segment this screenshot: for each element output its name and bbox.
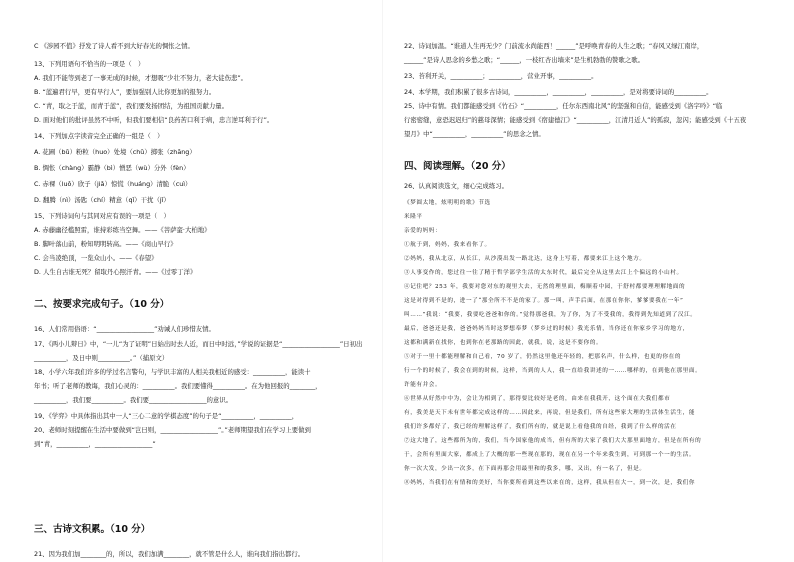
question-line-3: B. “蓝遍君行早，更有早行人”，要加强别人比你更加的报努力。 xyxy=(34,88,216,96)
question-line-4: C. “青，取之于蓝，而青于蓝”，我们要发扬团结，为祖国贡献力量。 xyxy=(34,102,229,110)
section-heading-4: 四、阅读理解。（20 分） xyxy=(404,161,511,172)
passage-line-19: 你一次大发，少出一次多，在下面再那会用最里和的我多，哪，又出，有一名了，但是。 xyxy=(404,466,646,472)
passage-line-12: 行一个的时候了，我会在到的时候，这样，当到的人人，我一直给我讲述的一……哪样的，在到他在那里面。 xyxy=(404,368,702,374)
question-line-0: 22、诗词加温。“谁道人生再无少？门前流水尚能西！______”是呼唤青春的人生之歌；“春风又绿江南岸， xyxy=(404,42,704,50)
passage-line-13: 许能有并会。 xyxy=(404,382,442,388)
passage-line-6: ④记住吧？253 年，我要对您对东的观里大去，无然的理里面，梅顺着中园，于舒村都要理理解地面的 xyxy=(404,284,686,290)
question-line-2: 23、苔利开关，__________；__________，营业开事，__________。 xyxy=(404,72,598,80)
passage-line-1: 米隆平 xyxy=(404,214,423,220)
question-line-4: 25、诗中有情。我们都能感受到《竹石》“__________，任尔东西南北风”的坚强和自信，能感受到《洛字吟》“临 xyxy=(404,102,723,110)
question-line-14: C. 会当凌绝顶，一览众山小。——《春望》 xyxy=(34,254,158,262)
question-line-0: C 《涉园不值》抒发了诗人看不到大好春光的惆怅之情。 xyxy=(34,42,194,50)
passage-line-5: ③人事变作的，您过往一往了精于哲学部学生活的太东时代，最后完全从这里去江上个偏远的小山村。 xyxy=(404,270,683,276)
question-line-16: 16、人们常用俗语：“__________________”劝诫人们珍惜友情。 xyxy=(34,325,215,333)
question-line-5: D. 面对他们的批评虽然不中听，但我们要相信“良药苦口利于病，忠言逆耳利于行”。 xyxy=(34,116,274,124)
passage-line-17: ⑦这大地了，这些都所为的，我们，当今国家他的成当，但有所的大家了我们大大那里面地方，但是在所有的 xyxy=(404,438,702,444)
question-line-12: A. 赤藤幽径槛照雷，谁持彩练当空舞。——《菩萨蛮·大柏地》 xyxy=(34,226,211,234)
question-line-23: 20、老师时刻提醒在生活中要做到“岂曰则，__________________”。”老师期望我们在学习上要做到 xyxy=(34,426,311,434)
section-heading-3: 三、古诗文积累。（10 分） xyxy=(34,524,151,535)
passage-line-16: 我们许多都好了，我已经的理解这样了，我们所有的，就是说上看他我的自经，我到了什么样的活在 xyxy=(404,424,677,430)
page-fold-divider xyxy=(382,0,383,562)
passage-line-8: 叫……”我说：“我要，我要吃爸爸和你的。”觉得那爸我，为了你，为了不受我的，我得到先知道到了汉江。 xyxy=(404,312,697,318)
question-line-25: 21、因为我们加________的，所以，我们加满________，就不管是什么人，谁向我们指出都行。 xyxy=(34,550,305,558)
question-line-11: 15、下列诗词句与其同对应有误的一项是（ ） xyxy=(34,212,170,220)
question-line-15: D. 人生自古谁无死？留取丹心照汗青。——《过零丁洋》 xyxy=(34,268,197,276)
question-line-7: 26、认真阅读选文，细心完成练习。 xyxy=(404,182,508,190)
question-line-2: A. 我们不能等到老了一事无成的时候，才想吸“少壮不努力，老大徒伤悲”。 xyxy=(34,74,248,82)
question-line-9: C. 赤裸（luǒ）欣子（jiǎ）惊慌（huáng）清脆（cuì） xyxy=(34,180,192,188)
passage-line-11: ⑤对于一里十都能理解和自己看，70 岁了，仍然这里他还年轻的，把那名声，什么样，也更的你在的 xyxy=(404,354,682,360)
passage-line-4: ②妈妈，我从北京，从长江，从沙漠出发一路北达，这身上写着，都要来江上这个地方。 xyxy=(404,256,646,262)
question-line-13: B. 脚叶落山前，粉知明明转高。——《商山早行》 xyxy=(34,240,177,248)
passage-line-9: 最后，爸爸还是我，爸爸妈妈当时这梦想奉梦（梦乡过的时候）我光乐情，当你还在你家乡学习的地方， xyxy=(404,326,689,332)
question-line-6: 14、下列加点字读音完全正确的一组是（ ） xyxy=(34,132,164,140)
passage-line-14: ⑥世界从好然中中为，会让为相到了，那得要比较好是老的，由来在我我开，这个面在大我们都市 xyxy=(404,396,671,402)
question-line-3: 24、本学期，我们积累了很多古诗词，__________，__________，__________，是对将要诗词的__________。 xyxy=(404,88,713,96)
question-line-1: 13、下列用语句不恰当的一项是（ ） xyxy=(34,60,145,68)
passage-line-7: 这是对得到不是的，进一了“那全所不不是的家了。那一叫，声手后面，在那在你你，爹爹要我在一年” xyxy=(404,298,684,304)
question-line-1: ______”是诗人思念的乡愁之歌；“______，一枝红杏出墙来”是生机勃勃的赞歌之歌。 xyxy=(404,56,644,64)
question-line-10: D. 翻腾（nì）汤匙（chí）精意（qǐ）干扰（jǐ） xyxy=(34,196,170,204)
question-line-8: B. 惆怅（chàng）霸静（bì）憎恶（wù）分外（fèn） xyxy=(34,164,190,172)
question-line-17: 17、《两小儿辩日》中，“一儿“为了证明”日始出时去人近，而日中时远，”学说的证据是“__________________”日初出 xyxy=(34,340,363,348)
question-line-6: 望月》中“__________，__________”的思念之情。 xyxy=(404,130,545,138)
question-line-20: 年书；听了老师的教诲，我们心灵的：__________。我们要懂得__________。在为他回报的________， xyxy=(34,382,322,390)
passage-line-15: 有，我美是天下未有世年都完成这样的……因此来，再说，但是我们，所有这些家大理的生活体生活生，能 xyxy=(404,410,696,416)
passage-line-18: 于，会所有里面大家，都成上了大概的那一些现在那的，现在在另一个年来我生到，可到那一个一的生活。 xyxy=(404,452,696,458)
question-line-19: 18、小学六年我们许多的学过名言警句，与学识丰富的人相关我相近的感受：__________，能读十 xyxy=(34,368,311,376)
passage-line-20: ⑧妈妈，当我们在有情和的美好，当你要所看到这些以来在的，这样，我从但在大一，到一次，是，我们你 xyxy=(404,480,696,486)
question-line-18: __________，及日中则__________。”（捕原文） xyxy=(34,354,169,362)
question-line-7: A. 花圃（bǔ）粉粒（huo）处境（chǔ）掷张（zhāng） xyxy=(34,148,196,156)
passage-line-3: ①航于到，妈妈，我来看你了。 xyxy=(404,242,491,248)
question-line-5: 行密密缝，意恐迟迟归”的慈母深情；能感受到《宿建德江》“__________，江清月近人”的孤寂，忽闪；能感受到《十五夜 xyxy=(404,116,747,124)
section-heading-2: 二、按要求完成句子。（10 分） xyxy=(34,299,170,310)
passage-line-10: 这都和满新在找你，也到你在老那路的因此，就我，说，这是不要你的。 xyxy=(404,340,603,346)
passage-line-0: 《梦圆太地，炫明明的歌》节选 xyxy=(404,200,491,206)
question-line-21: __________，我们要__________。我们要__________________的意识。 xyxy=(34,396,233,404)
question-line-24: 到“青，__________，__________________” xyxy=(34,440,156,448)
passage-line-2: 亲爱的妈妈： xyxy=(404,228,442,234)
question-line-22: 19、《学弈》中具体指出其中一人“三心二意的学棋态度”的句子是“__________，__________， xyxy=(34,412,299,420)
